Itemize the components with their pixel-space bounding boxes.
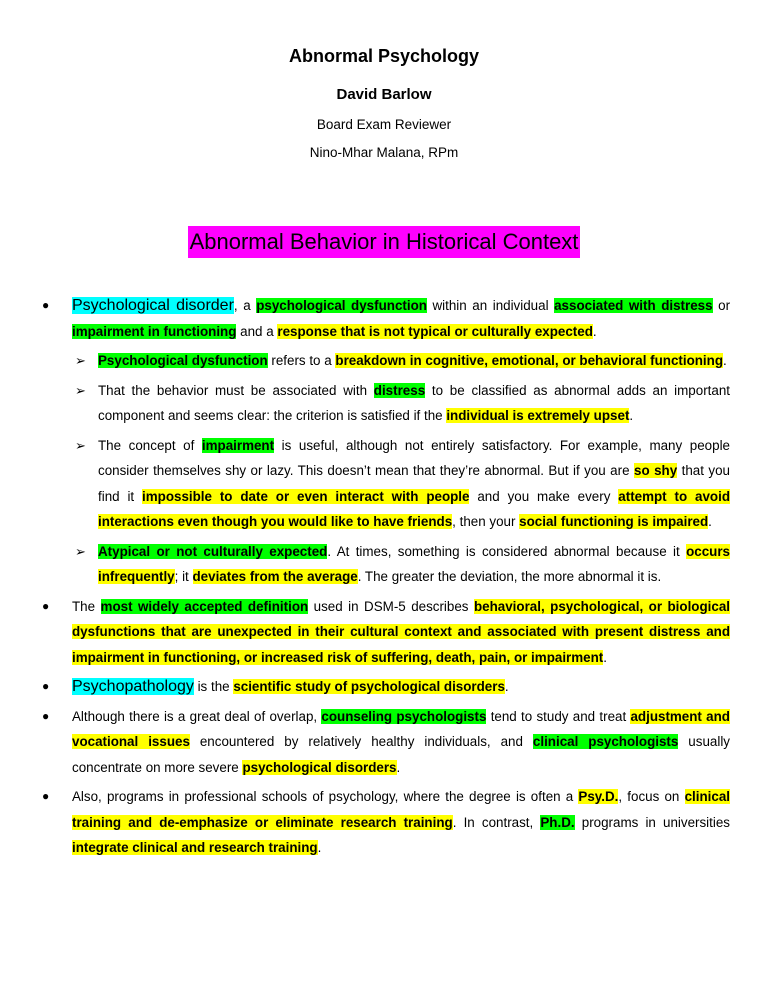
body-text: .: [629, 408, 634, 423]
highlighted-text: Psy.D.: [578, 789, 619, 804]
body-text: . In contrast,: [452, 814, 541, 830]
highlighted-text: individual is extremely upset: [446, 408, 630, 423]
list-item: [40, 433, 730, 535]
arrowhead-bullet-icon: ➢: [75, 382, 86, 398]
highlighted-text: clinical training and de-emphasize or eliminate research training: [72, 789, 730, 830]
body-text: . At times, something is considered abnormal because it: [327, 543, 687, 559]
highlighted-text: psychological dysfunction: [256, 298, 427, 313]
highlighted-text: impairment in functioning: [72, 323, 237, 339]
list-item: [40, 293, 730, 344]
highlighted-text: scientific study of psychological disorders: [233, 679, 505, 694]
highlighted-text: social functioning is impaired: [519, 514, 709, 529]
highlighted-text: impairment: [201, 437, 275, 453]
highlighted-text: Psychological dysfunction: [98, 353, 268, 368]
body-text: .: [708, 514, 712, 529]
highlighted-text: Ph.D.: [540, 814, 575, 830]
body-text: usually concentrate on more severe: [72, 734, 730, 775]
highlighted-text: counseling psychologists: [321, 708, 487, 724]
body-text: is useful, although not entirely satisfactory. For example, many people consider themselves shy or lazy. This doesn’t mean that they’re abnormal. But if you are: [98, 437, 730, 478]
highlighted-text: behavioral, psychological, or biological dysfunctions that are unexpected in their cultural context and associated with present distress and impairment in functioning, or increased risk of suffering, death, pain, or impairment: [72, 598, 730, 665]
list-item: [40, 348, 730, 374]
document-author: David Barlow: [336, 86, 432, 103]
body-text: Also, programs in professional schools of psychology, where the degree is often a: [72, 789, 579, 804]
highlighted-text: impossible to date or even interact with people: [142, 488, 470, 504]
body-text: and you make every: [469, 488, 619, 504]
document-subtitle: Board Exam Reviewer: [316, 117, 452, 132]
body-text: , a: [233, 298, 257, 313]
document-byline: Nino-Mhar Malana, RPm: [309, 145, 459, 160]
arrowhead-bullet-icon: ➢: [75, 353, 86, 368]
body-text: .: [504, 679, 509, 694]
highlighted-text: associated with distress: [554, 298, 713, 313]
body-text: . The greater the deviation, the more abnormal it is.: [357, 569, 662, 584]
highlighted-text: response that is not typical or culturally expected: [277, 323, 593, 339]
highlighted-text: clinical psychologists: [532, 734, 679, 749]
body-text: refers to a: [267, 353, 336, 368]
body-text: .: [317, 840, 322, 855]
body-text: Although there is a great deal of overlap,: [72, 708, 322, 724]
arrowhead-bullet-icon: ➢: [75, 543, 86, 559]
arrowhead-bullet-icon: ➢: [75, 437, 86, 453]
highlighted-text: Psychopathology: [72, 678, 194, 695]
list-item: [40, 594, 730, 671]
circle-bullet-icon: ●: [42, 598, 50, 613]
body-text: is the: [193, 679, 234, 694]
section-heading: [0, 226, 768, 258]
circle-bullet-icon: ●: [42, 679, 50, 693]
list-item: [40, 674, 730, 700]
body-text: .: [396, 759, 401, 775]
body-text: The concept of: [98, 437, 202, 453]
body-text: .: [592, 323, 597, 339]
body-text: , focus on: [618, 789, 685, 804]
highlighted-text: deviates from the average: [192, 569, 358, 584]
circle-bullet-icon: ●: [42, 789, 50, 803]
list-item: [40, 784, 730, 861]
circle-bullet-icon: ●: [42, 298, 50, 312]
body-text: .: [603, 649, 607, 665]
body-text: programs in universities: [574, 814, 730, 830]
body-text: That the behavior must be associated with: [98, 382, 374, 398]
body-text: to be classified as abnormal adds an important component and seems clear: the criterion is satisfied if the: [98, 382, 730, 423]
body-text: within an individual: [426, 298, 555, 313]
highlighted-text: breakdown in cognitive, emotional, or behavioral functioning: [335, 353, 724, 368]
highlighted-text: most widely accepted definition: [100, 598, 309, 614]
circle-bullet-icon: ●: [42, 708, 50, 723]
highlighted-text: psychological disorders: [242, 759, 397, 775]
body-text: .: [723, 353, 727, 368]
highlighted-text: Psychological disorder: [72, 297, 234, 314]
body-text: or: [712, 298, 731, 313]
list-item: [40, 539, 730, 590]
body-text: The: [72, 598, 101, 614]
section-title: Abnormal Behavior in Historical Context: [188, 226, 581, 258]
body-text: and a: [236, 323, 278, 339]
body-text: used in DSM-5 describes: [308, 598, 474, 614]
body-text: , then your: [452, 514, 520, 529]
body-text: that you find it: [98, 463, 731, 504]
document-title: Abnormal Psychology: [288, 46, 480, 66]
highlighted-text: distress: [373, 382, 426, 398]
highlighted-text: so shy: [634, 463, 678, 478]
highlighted-text: attempt to avoid interactions even though you would like to have friends: [98, 488, 730, 529]
highlighted-text: integrate clinical and research training: [72, 840, 318, 855]
highlighted-text: adjustment and vocational issues: [72, 708, 730, 749]
body-text: ; it: [174, 569, 193, 584]
bullet-list: [40, 293, 730, 865]
body-text: tend to study and treat: [486, 708, 631, 724]
highlighted-text: occurs infrequently: [98, 543, 730, 584]
list-item: [40, 378, 730, 429]
highlighted-text: Atypical or not culturally expected: [98, 543, 328, 559]
body-text: encountered by relatively healthy individuals, and: [189, 734, 533, 749]
list-item: [40, 704, 730, 781]
